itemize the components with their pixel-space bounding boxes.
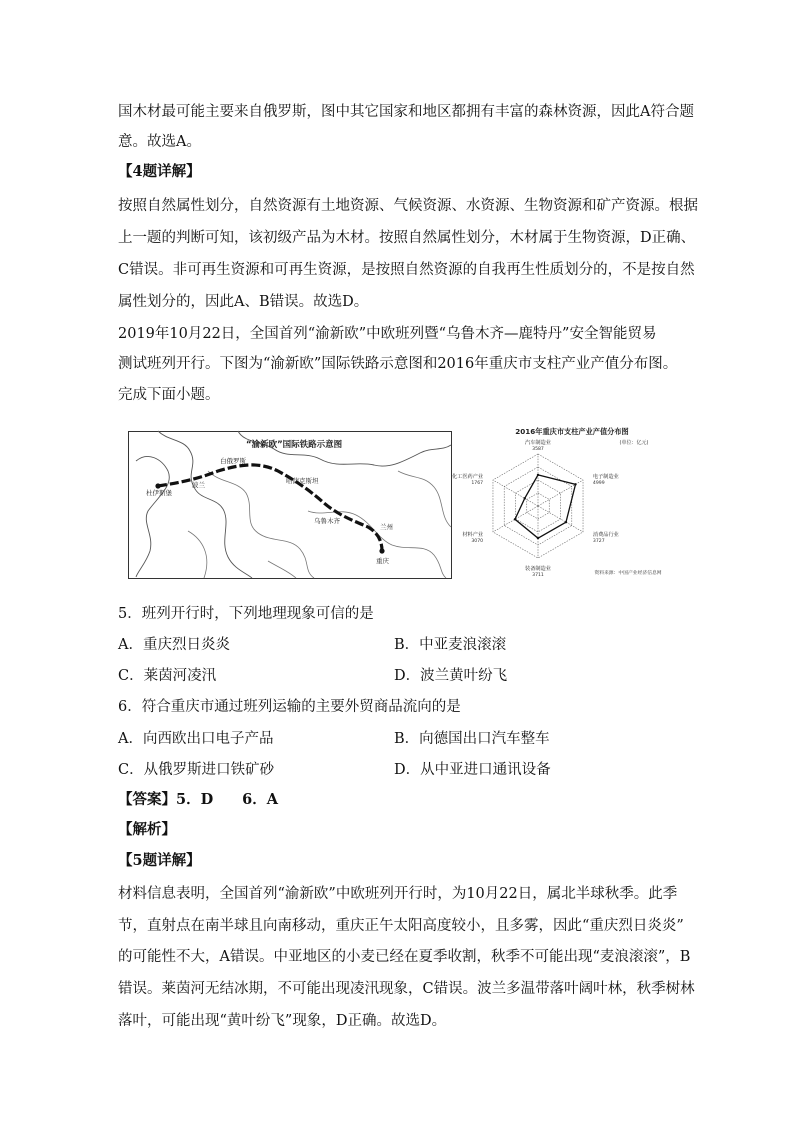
radar-category-label: 材料产业 [462,532,484,538]
text-line: 上一题的判断可知，该初级产品为木材。按照自然属性划分，木材属于生物资源，D正确、 [118,230,696,246]
option-5c: C．莱茵河凌汛 [118,668,217,684]
option-5d: D．波兰黄叶纷飞 [394,668,508,684]
radar-value-label: 3587 [532,447,544,452]
question-5: 5．班列开行时，下列地理现象可信的是 [118,606,374,622]
radar-value-label: 4999 [592,481,605,486]
radar-point [574,483,576,485]
radar-category-label: 装备制造业 [525,566,551,572]
option-5b: B．中亚麦浪滚滚 [394,637,507,653]
text-line: 意。故选A。 [118,134,201,150]
radar-chart [451,422,678,580]
explanation-line: 材料信息表明，全国首列“渝新欧”中欧班列开行时，为10月22日，属北半球秋季。此季 [118,886,678,902]
radar-category-label: 电子制造业 [592,474,619,480]
city-dot [379,548,384,553]
section-heading-5: 【5题详解】 [118,852,201,869]
option-6c: C．从俄罗斯进口铁矿砂 [118,762,275,778]
city-label: 波兰 [192,481,205,489]
section-heading-4: 【4题详解】 [118,163,201,180]
radar-value-label: 1767 [471,481,484,486]
answer-line: 【答案】5．D 6．A [118,791,279,808]
chart-source: 资料来源：中国产业经济信息网 [594,571,662,576]
explanation-line: 节，直射点在南半球且向南移动，重庆正午太阳高度较小，且多雾，因此“重庆烈日炎炎” [118,918,684,934]
radar-category-label: 汽车制造业 [525,440,551,446]
radar-value-label: 3711 [532,573,544,578]
text-line: 按照自然属性划分，自然资源有土地资源、气候资源、水资源、生物资源和矿产资源。根据 [118,198,698,214]
text-line: C错误。非可再生资源和可再生资源，是按照自然资源的自我再生性质划分的，不是按自然 [118,262,695,278]
option-5a: A．重庆烈日炎炎 [118,637,230,653]
explanation-line: 错误。莱茵河无结冰期，不可能出现凌汛现象，C错误。波兰多温带落叶阔叶林，秋季树林 [118,981,695,997]
city-dot [155,483,160,488]
chart-unit: (单位：亿元) [619,440,649,446]
explanation-line: 落叶，可能出现“黄叶纷飞”现象，D正确。故选D。 [118,1013,447,1029]
option-6a: A．向西欧出口电子产品 [118,731,274,747]
material-intro: 完成下面小题。 [118,387,220,403]
radar-point [524,497,526,499]
radar-value-label: 3727 [592,539,605,544]
radar-point [537,537,539,539]
radar-point [565,521,567,523]
chart-title: 2016年重庆市支柱产业产值分布图 [515,427,629,436]
material-intro: 2019年10月22日，全国首列“渝新欧”中欧班列暨“乌鲁木齐—鹿特丹”安全智能贸易 [118,326,657,342]
option-6d: D．从中亚进口通讯设备 [394,762,551,778]
city-label: 白俄罗斯 [220,457,246,465]
explanation-line: 的可能性不大，A错误。中亚地区的小麦已经在夏季收割，秋季不可能出现“麦浪滚滚”，B [118,949,691,965]
city-label: 哈萨克斯坦 [286,477,319,485]
city-label: 乌鲁木齐 [314,517,340,525]
map-title: “渝新欧”国际铁路示意图 [246,440,343,450]
radar-point [537,474,539,476]
text-line: 国木材最可能主要来自俄罗斯，图中其它国家和地区都拥有丰富的森林资源，因此A符合题 [118,104,694,120]
city-label: 兰州 [380,523,393,531]
radar-point [514,518,516,520]
city-label: 重庆 [376,557,389,565]
radar-value-label: 3070 [471,539,484,544]
radar-category-label: 化工医药产业 [451,474,484,480]
city-label: 杜伊斯堡 [146,489,172,497]
analysis-heading: 【解析】 [118,821,176,838]
question-6: 6．符合重庆市通过班列运输的主要外贸商品流向的是 [118,699,461,715]
option-6b: B．向德国出口汽车整车 [394,731,550,747]
material-intro: 测试班列开行。下图为“渝新欧”国际铁路示意图和2016年重庆市支柱产业产值分布图。 [118,356,678,372]
text-line: 属性划分的，因此A、B错误。故选D。 [118,294,369,310]
radar-category-label: 消费品行业 [592,532,619,538]
railway-map [128,431,452,579]
